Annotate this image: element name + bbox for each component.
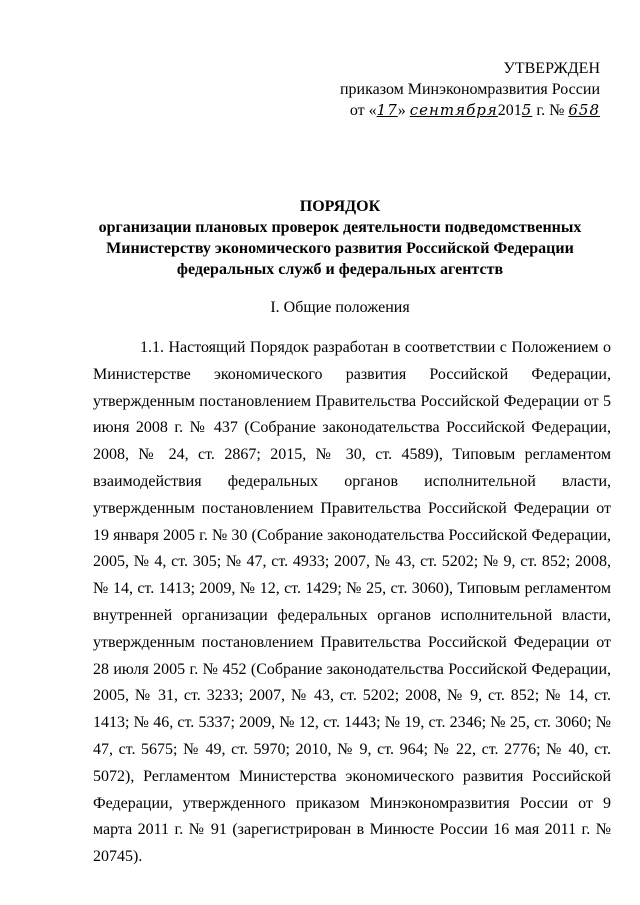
paragraph-1-1: 1.1. Настоящий Порядок разработан в соответствии с Положением о Министерстве экономического развития Российской Федерации, утвержденным постановлением Правительства Российской Федерации от 5 июня 2008 г. № 437 (Собрание законодательства Российской Федерации, 2008, № 24, ст. 2867; 2015, № 30, ст. 4589), Типовым регламентом взаимодействия федеральных органов исполнительной власти, утвержденным постановлением Правительства Российской Федерации от 19 января 2005 г. № 30 (Собрание законодательства Российской Федерации, 2005, № 4, ст. 305; № 47, ст. 4933; 2007, № 43, ст. 5202; № 9, ст. 852; 2008, № 14, ст. 1413; 2009, № 12, ст. 1429; № 25, ст. 3060), Типовым регламентом внутренней организации федеральных органов исполнительной власти, утвержденным постановлением Правительства Российской Федерации от 28 июля 2005 г. № 452 (Собрание законодательства Российской Федерации, 2005, № 31, ст. 3233; 2007, № 43, ст. 5202; 2008, № 9, ст. 852; № 14, ст. 1413; № 46, ст. 5337; 2009, № 12, ст. 1443; № 19, ст. 2346; № 25, ст. 3060; № 47, ст. 5675; № 49, ст. 5970; 2010, № 9, ст. 964; № 22, ст. 2776; № 40, ст. 5072), Регламентом Министерства экономического развития Российской Федерации, утвержденного приказом Минэкономразвития России от 9 марта 2011 г. № 91 (зарегистрирован в Минюсте России 16 мая 2011 г. № 20745).	[93, 339, 611, 866]
date-year-suffix: г. №	[532, 102, 565, 119]
date-year-digit: 5	[521, 101, 533, 119]
approved-label: УТВЕРЖДЕН	[503, 60, 600, 77]
document-subtitle-line-3: федеральных служб и федеральных агентств	[176, 261, 504, 278]
document-title-block	[80, 196, 600, 280]
approved-by-order: приказом Минэкономразвития России	[339, 81, 600, 98]
document-subtitle-line-1: организации плановых проверок деятельности подведомственных	[98, 219, 582, 236]
document-subtitle-line-2: Министерству экономического развития Российской Федерации	[106, 240, 574, 257]
document-title: ПОРЯДОК	[299, 198, 381, 215]
date-prefix: от «	[349, 102, 377, 119]
order-number: 658	[568, 101, 600, 119]
approval-date-line	[300, 100, 600, 121]
date-year-prefix: 201	[497, 102, 522, 119]
date-month: сентября	[409, 101, 498, 119]
date-day: 17	[376, 101, 398, 119]
date-separator: »	[397, 102, 406, 119]
section-heading: I. Общие положения	[270, 299, 410, 316]
approval-stamp	[300, 58, 600, 121]
